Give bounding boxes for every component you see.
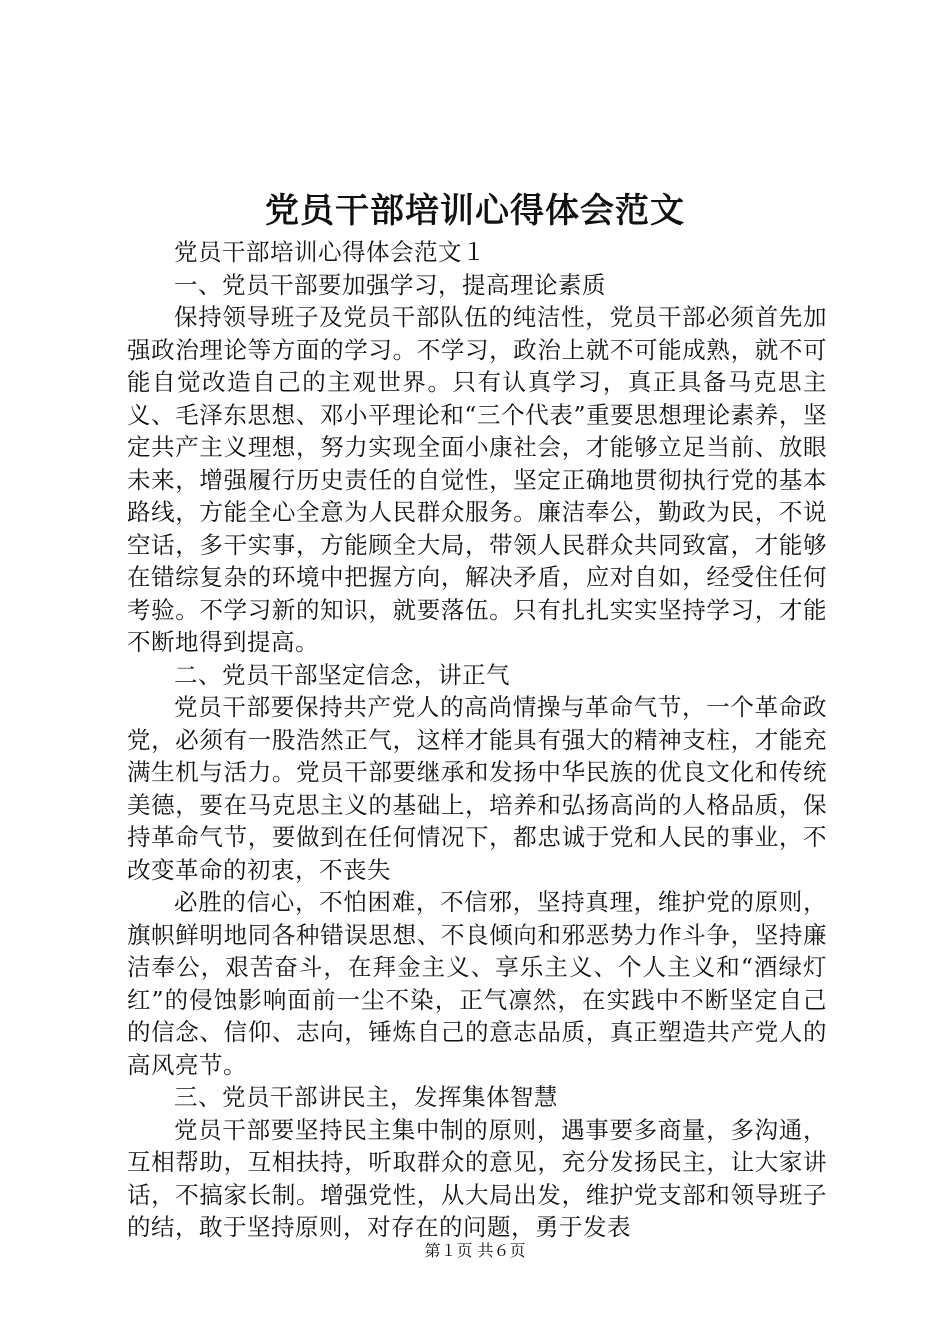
paragraph: 党员干部要坚持民主集中制的原则，遇事要多商量，多沟通，互相帮助，互相扶持，听取群众的意见，充分发扬民主，让大家讲话，不搞家长制。增强党性，从大局出发，维护党支部和领导班子的结，敢于坚持原则，对存在的问题，勇于发表 (127, 1115, 827, 1241)
paragraph: 党员干部要保持共产党人的高尚情操与革命气节，一个革命政党，必须有一股浩然正气，这样才能具有强大的精神支柱，才能充满生机与活力。党员干部要继承和发扬中华民族的优良文化和传统美德，要在马克思主义的基础上，培养和弘扬高尚的人格品质，保持革命气节，要做到在任何情况下，都忠诚于党和人民的事业，不改变革命的初衷，不丧失 (127, 693, 827, 884)
paragraph-section-heading-1: 一、党员干部要加强学习，提高理论素质 (174, 270, 606, 299)
page-footer: 第１页 共６页 (424, 1241, 526, 1260)
document-body (127, 236, 827, 1244)
paragraph-heading-main: 党员干部培训心得体会范文１ (174, 238, 486, 266)
paragraph-section-heading-2: 二、党员干部坚定信念，讲正气 (174, 660, 510, 689)
paragraph: 保持领导班子及党员干部队伍的纯洁性，党员干部必须首先加强政治理论等方面的学习。不学习，政治上就不可能成熟，就不可能自觉改造自己的主观世界。只有认真学习，真正具备马克思主义、毛泽东思想、邓小平理论和“三个代表”重要思想理论素养，坚定共产主义理想，努力实现全面小康社会，才能够立足当前、放眼未来，增强履行历史责任的自觉性，坚定正确地贯彻执行党的基本路线，方能全心全意为人民群众服务。廉洁奉公，勤政为民，不说空话，多干实事，方能顾全大局，带领人民群众共同致富，才能够在错综复杂的环境中把握方向，解决矛盾，应对自如，经受住任何考验。不学习新的知识，就要落伍。只有扎扎实实坚持学习，才能不断地得到提高。 (127, 303, 827, 656)
paragraph-section-heading-3: 三、党员干部讲民主，发挥集体智慧 (174, 1083, 558, 1111)
document-title: 党员干部培训心得体会范文 (265, 191, 685, 231)
paragraph: 必胜的信心，不怕困难，不信邪，坚持真理，维护党的原则，旗帜鲜明地同各种错误思想、不良倾向和邪恶势力作斗争，坚持廉洁奉公，艰苦奋斗，在拜金主义、享乐主义、个人主义和“酒绿灯红”的侵蚀影响面前一尘不染，正气凛然，在实践中不断坚定自己的信念、信仰、志向，锤炼自己的意志品质，真正塑造共产党人的高风亮节。 (127, 888, 827, 1079)
